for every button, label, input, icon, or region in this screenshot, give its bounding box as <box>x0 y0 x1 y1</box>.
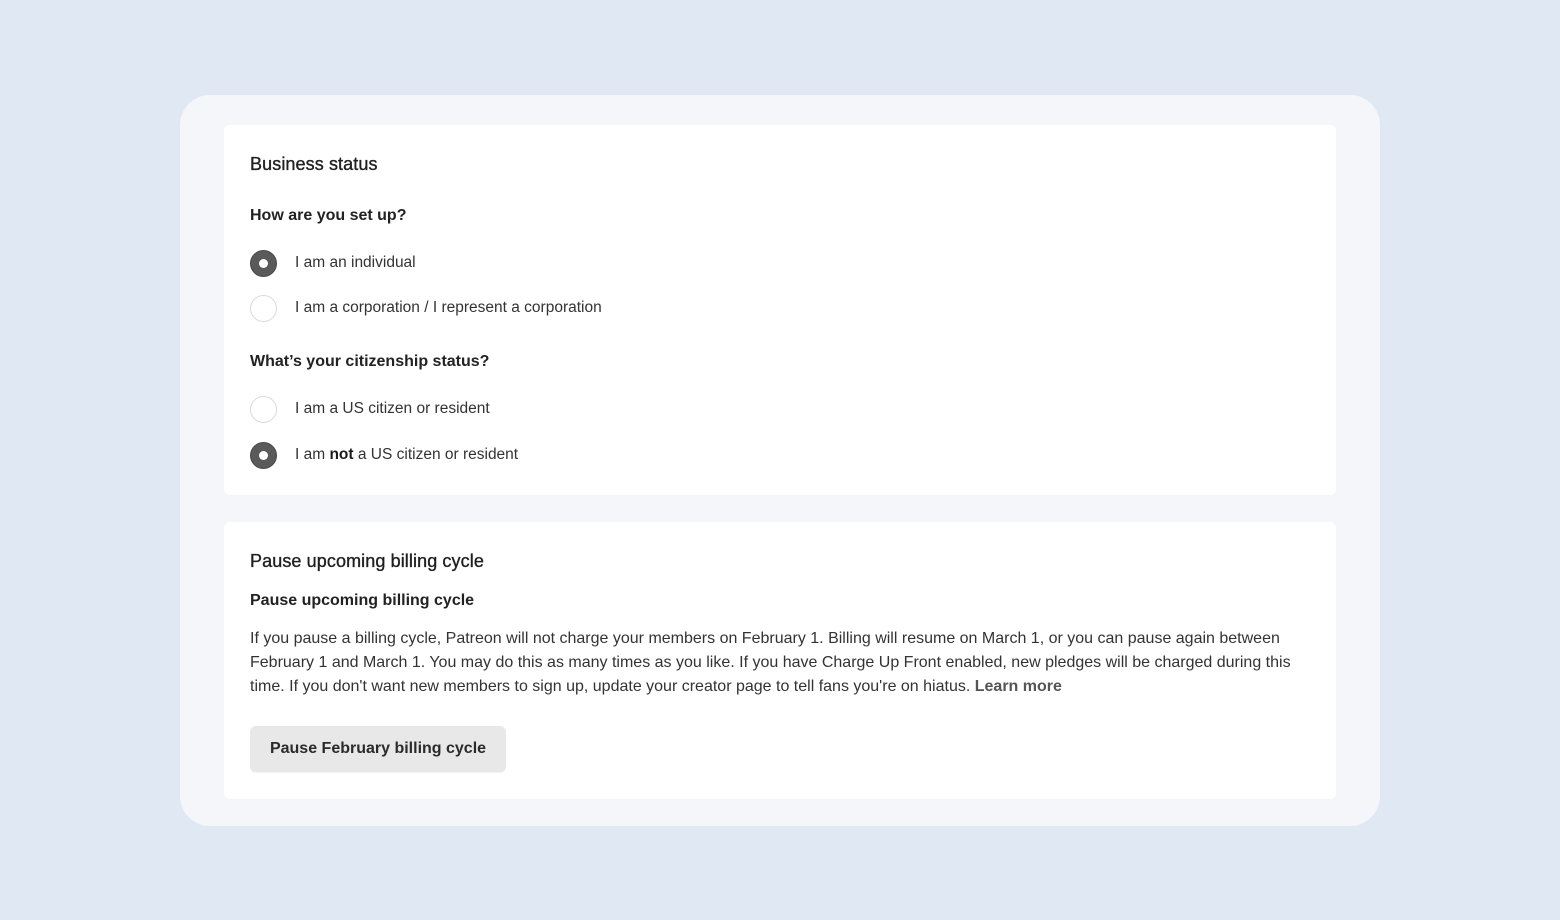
radio-option-not-us-citizen[interactable] <box>250 441 518 469</box>
billing-description-text: If you pause a billing cycle, Patreon will not charge your members on February 1. Billing will resume on March 1, or you can pause again between February 1 and March 1. You may do this as many times as you like. If you have Charge Up Front enabled, new pledges will be charged during this time. If you don't want new members to sign up, update your creator page to tell fans you're on hiatus. <box>250 630 1291 695</box>
radio-selected-icon[interactable] <box>250 442 277 469</box>
setup-question: How are you set up? <box>250 207 407 224</box>
billing-subtitle: Pause upcoming billing cycle <box>250 592 475 609</box>
radio-label-corporation: I am a corporation / I represent a corporation <box>295 299 602 316</box>
label-emphasis: not <box>329 446 354 463</box>
label-prefix: I am <box>295 446 330 463</box>
billing-card <box>224 522 1336 799</box>
radio-unselected-icon[interactable] <box>250 396 277 423</box>
business-status-card <box>224 125 1336 495</box>
learn-more-link[interactable]: Learn more <box>974 678 1062 695</box>
radio-label-us-citizen: I am a US citizen or resident <box>295 400 490 417</box>
pause-billing-button[interactable]: Pause February billing cycle <box>250 726 506 772</box>
settings-panel <box>180 95 1380 826</box>
billing-description <box>250 627 1312 699</box>
radio-option-corporation[interactable] <box>250 294 602 322</box>
radio-label-not-us-citizen <box>295 446 518 464</box>
radio-unselected-icon[interactable] <box>250 295 277 322</box>
radio-option-us-citizen[interactable] <box>250 395 490 423</box>
billing-card-title: Pause upcoming billing cycle <box>250 551 484 571</box>
business-status-title: Business status <box>250 154 378 174</box>
citizenship-question: What’s your citizenship status? <box>250 353 490 370</box>
label-suffix: a US citizen or resident <box>353 446 519 463</box>
radio-label-individual: I am an individual <box>295 254 416 271</box>
radio-selected-icon[interactable] <box>250 250 277 277</box>
radio-option-individual[interactable] <box>250 249 416 277</box>
